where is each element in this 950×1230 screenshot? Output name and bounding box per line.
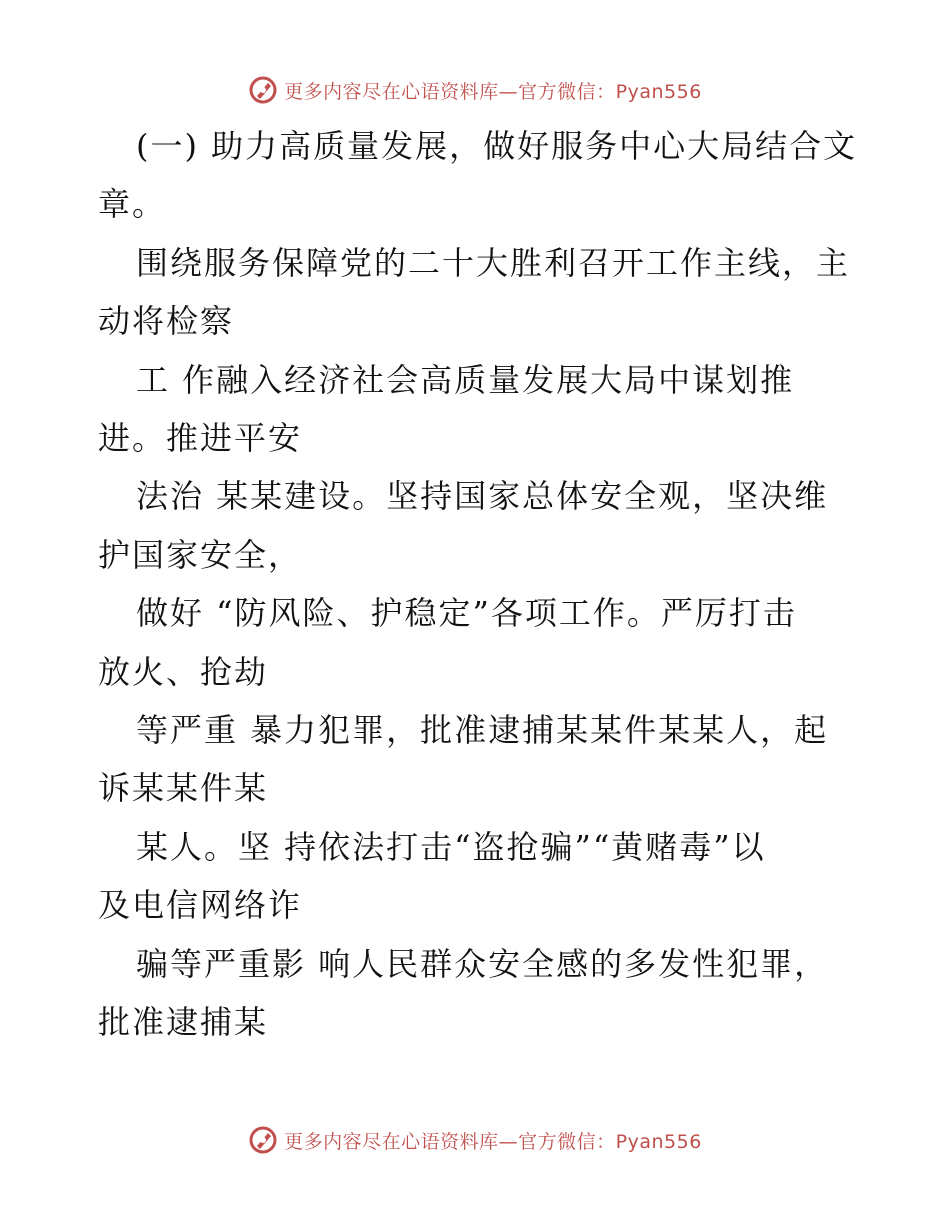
body-line: 动将检察 <box>98 302 235 340</box>
footer-banner-text: 更多内容尽在心语资料库—官方微信：Pyan556 <box>284 1130 702 1153</box>
body-line: 及电信网络诈 <box>98 886 303 924</box>
body-line: 章。 <box>98 185 167 223</box>
header-banner <box>0 70 950 110</box>
body-line: 诉某某件某 <box>98 769 269 807</box>
body-line: 某人。坚 持依法打击“盗抢骗”“黄赌毒”以 <box>136 828 766 866</box>
body-line: 工 作融入经济社会高质量发展大局中谋划推 <box>136 361 795 399</box>
body-line: 放火、抢劫 <box>98 653 269 691</box>
pen-seal-icon <box>248 75 278 105</box>
body-line: 做好 “防风险、护稳定”各项工作。严厉打击 <box>136 594 797 632</box>
body-line: 等严重 暴力犯罪，批准逮捕某某件某某人，起 <box>136 711 829 749</box>
footer-banner <box>0 1120 950 1160</box>
body-line: 进。推进平安 <box>98 419 303 457</box>
header-banner-text: 更多内容尽在心语资料库—官方微信：Pyan556 <box>284 80 702 103</box>
body-line: 法治 某某建设。坚持国家总体安全观，坚决维 <box>136 477 829 515</box>
body-line: 围绕服务保障党的二十大胜利召开工作主线，主 <box>136 244 851 282</box>
body-line: 批准逮捕某 <box>98 1003 269 1041</box>
body-line: (一) 助力高质量发展，做好服务中心大局结合文 <box>136 127 858 165</box>
body-line: 护国家安全， <box>98 536 303 574</box>
pen-seal-icon <box>248 1125 278 1155</box>
body-line: 骗等严重影 响人民群众安全感的多发性犯罪， <box>136 945 829 983</box>
